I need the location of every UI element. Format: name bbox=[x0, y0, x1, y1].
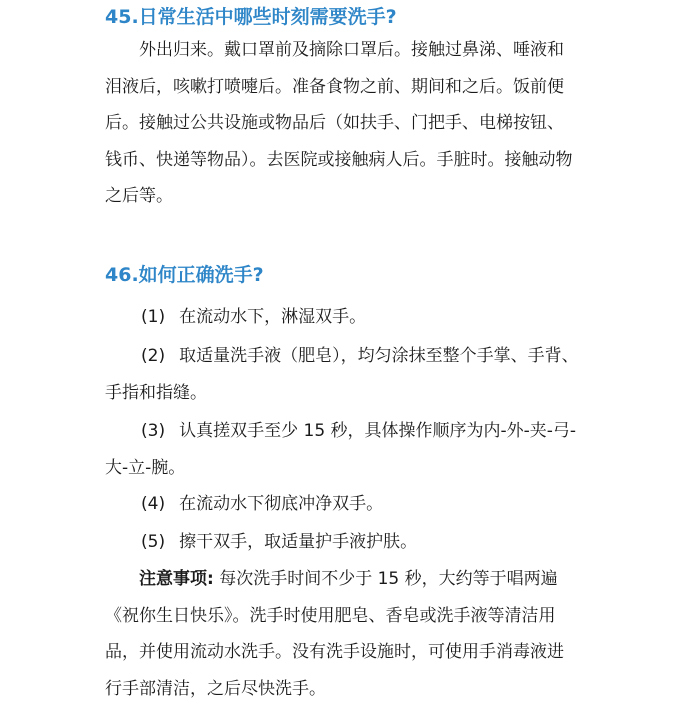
question-45-heading: 45.日常生活中哪些时刻需要洗手? bbox=[105, 6, 397, 28]
step-text: 取适量洗手液（肥皂），均匀涂抹至整个手掌、手背、手指和指缝。 bbox=[105, 346, 579, 403]
step-text: 在流动水下彻底冲净双手。 bbox=[179, 494, 384, 514]
step-number: (2) bbox=[141, 346, 166, 366]
step-number: (3) bbox=[141, 421, 166, 441]
step-number: (4) bbox=[141, 494, 166, 514]
question-46-heading: 46.如何正确洗手? bbox=[105, 264, 264, 286]
step-number: (5) bbox=[141, 532, 166, 552]
step-2 bbox=[105, 338, 579, 411]
question-45-answer: 外出归来。戴口罩前及摘除口罩后。接触过鼻涕、唾液和泪液后，咳嗽打喷嚏后。准备食物之前、期间和之后。饭前便后。接触过公共设施或物品后（如扶手、门把手、电梯按钮、钱币、快递等物品）。去医院或接触病人后。手脏时。接触动物之后等。 bbox=[105, 40, 573, 206]
step-number: (1) bbox=[141, 307, 166, 327]
precautions-label: 注意事项: bbox=[139, 569, 214, 589]
step-text: 在流动水下，淋湿双手。 bbox=[179, 307, 367, 327]
precautions-note bbox=[105, 561, 579, 707]
step-4 bbox=[105, 486, 579, 523]
step-3 bbox=[105, 413, 579, 486]
step-text: 认真搓双手至少 15 秒，具体操作顺序为内-外-夹-弓-大-立-腕。 bbox=[105, 421, 577, 478]
precautions-text: 每次洗手时间不少于 15 秒，大约等于唱两遍《祝你生日快乐》。洗手时使用肥皂、香皂或洗手液等清洁用品，并使用流动水洗手。没有洗手设施时，可使用手消毒液进行手部清洁，之后尽快洗手。 bbox=[105, 569, 564, 699]
step-5 bbox=[105, 524, 579, 561]
step-1 bbox=[105, 299, 579, 336]
step-text: 擦干双手，取适量护手液护肤。 bbox=[179, 532, 418, 552]
